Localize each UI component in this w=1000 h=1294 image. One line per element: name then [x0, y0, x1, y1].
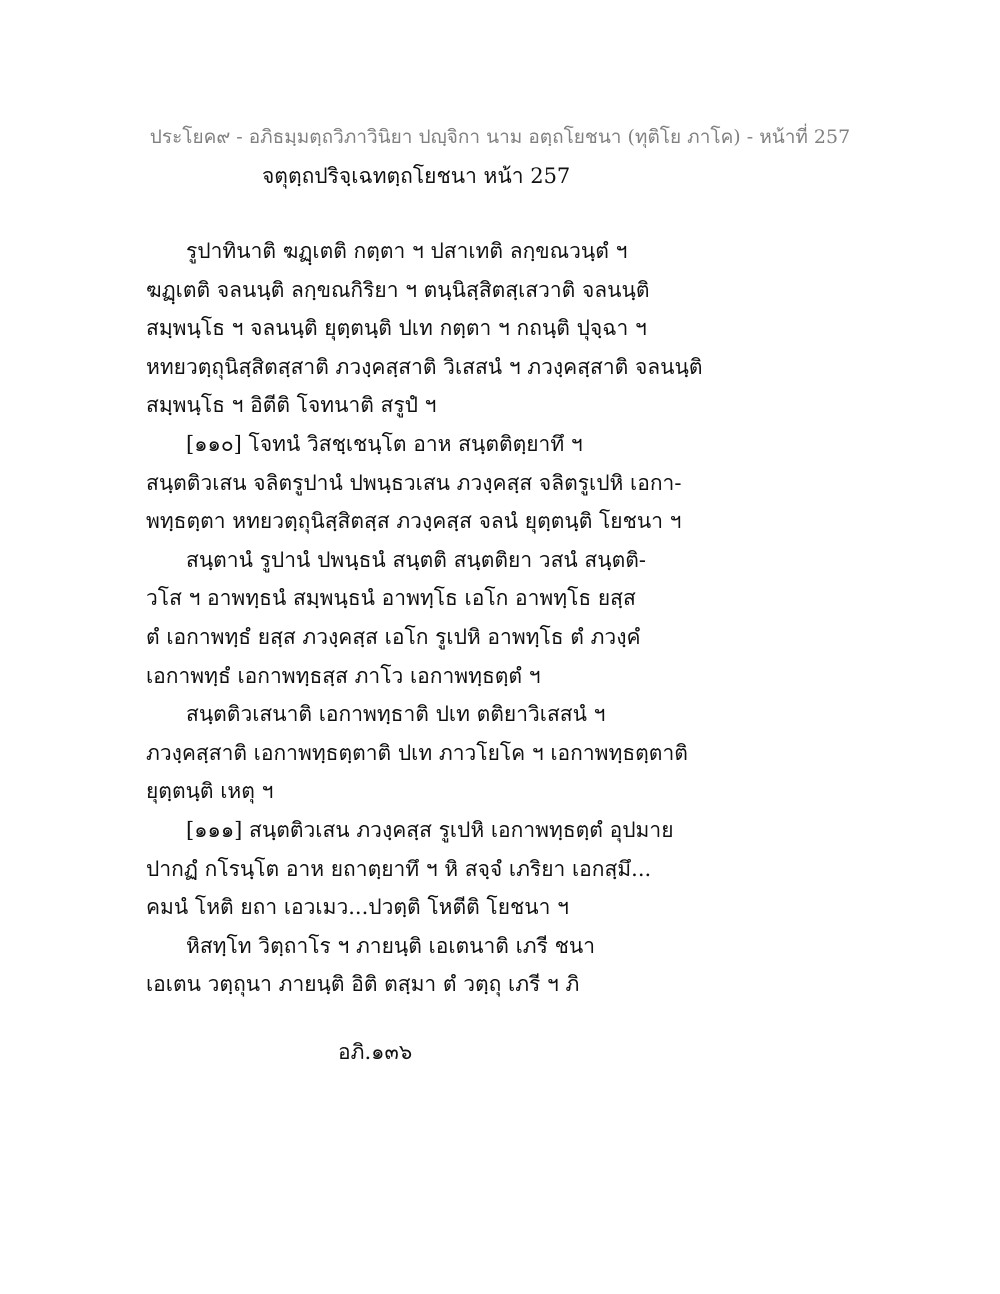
text-line: [๑๑๑] สนฺตติวเสน ภวงฺคสฺส รูเปหิ เอกาพทฺธตฺตํ อุปมาย: [186, 817, 674, 842]
text-line: ฆฏฺเตติ จลนนฺติ ลกฺขณกิริยา ฯ ตนฺนิสฺสิตสฺเสวาติ จลนนฺติ: [146, 277, 650, 302]
section-header: จตุตฺถปริจฺเฉทตฺถโยชนา หน้า 257: [262, 164, 571, 188]
text-line: สนฺตานํ รูปานํ ปพนฺธนํ สนฺตติ สนฺตติยา วสนํ สนฺตติ-: [186, 547, 646, 572]
text-line: เอเตน วตฺถุนา ภายนฺติ อิติ ตสฺมา ตํ วตฺถุ เภรี ฯ ภิ: [146, 972, 580, 997]
text-line: เอกาพทฺธํ เอกาพทฺธสฺส ภาโว เอกาพทฺธตฺตํ ฯ: [146, 663, 541, 688]
body-text: [146, 232, 706, 1004]
running-header: ประโยค๙ - อภิธมฺมตฺถวิภาวินิยา ปญฺจิกา นาม อตฺถโยชนา (ทุติโย ภาโค) - หน้าที่ 257: [149, 126, 851, 148]
text-line: พทฺธตฺตา หทยวตฺถุนิสฺสิตสฺส ภวงฺคสฺส จลนํ ยุตฺตนฺติ โยชนา ฯ: [146, 509, 682, 534]
text-line: รูปาทินาติ ฆฏฺเตติ กตฺตา ฯ ปสาเทติ ลกฺขณวนฺตํ ฯ: [186, 239, 628, 263]
text-line: หิสทฺโท วิตฺถาโร ฯ ภายนฺติ เอเตนาติ เภรี ชนา: [186, 933, 595, 958]
text-line: ปากฏํ กโรนฺโต อาห ยถาตฺยาทึ ฯ หิ สจฺจํ เภริยา เอกสฺมึ...: [146, 856, 652, 881]
text-line: สมฺพนฺโธ ฯ อิตีติ โจทนาติ สรูปํ ฯ: [146, 393, 437, 418]
text-line: ยุตฺตนฺติ เหตุ ฯ: [146, 779, 274, 804]
text-line: สนฺตติวเสน จลิตรูปานํ ปพนฺธวเสน ภวงฺคสฺส จลิตรูเปหิ เอกา-: [146, 470, 682, 495]
text-line: สนฺตติวเสนาติ เอกาพทฺธาติ ปเท ตติยาวิเสสนํ ฯ: [186, 702, 606, 727]
text-line: หทยวตฺถุนิสฺสิตสฺสาติ ภวงฺคสฺสาติ วิเสสนํ ฯ ภวงฺคสฺสาติ จลนนฺติ: [146, 354, 703, 379]
page-footer: อภิ.๑๓๖: [338, 1040, 413, 1064]
text-line: [๑๑๐] โจทนํ วิสชฺเชนฺโต อาห สนฺตติตฺยาทึ ฯ: [186, 431, 583, 456]
text-line: สมฺพนฺโธ ฯ จลนนฺติ ยุตฺตนฺติ ปเท กตฺตา ฯ กถนฺติ ปุจฺฉา ฯ: [146, 316, 647, 341]
text-line: ภวงฺคสฺสาติ เอกาพทฺธตฺตาติ ปเท ภาวโยโค ฯ เอกาพทฺธตฺตาติ: [146, 740, 688, 765]
text-line: คมนํ โหติ ยถา เอวเมว...ปวตฺติ โหตีติ โยชนา ฯ: [146, 895, 569, 920]
text-line: ตํ เอกาพทฺธํ ยสฺส ภวงฺคสฺส เอโก รูเปหิ อาพทฺโธ ตํ ภวงฺคํ: [146, 624, 641, 649]
text-line: วโส ฯ อาพทฺธนํ สมฺพนฺธนํ อาพทฺโธ เอโก อาพทฺโธ ยสฺส: [146, 586, 636, 611]
